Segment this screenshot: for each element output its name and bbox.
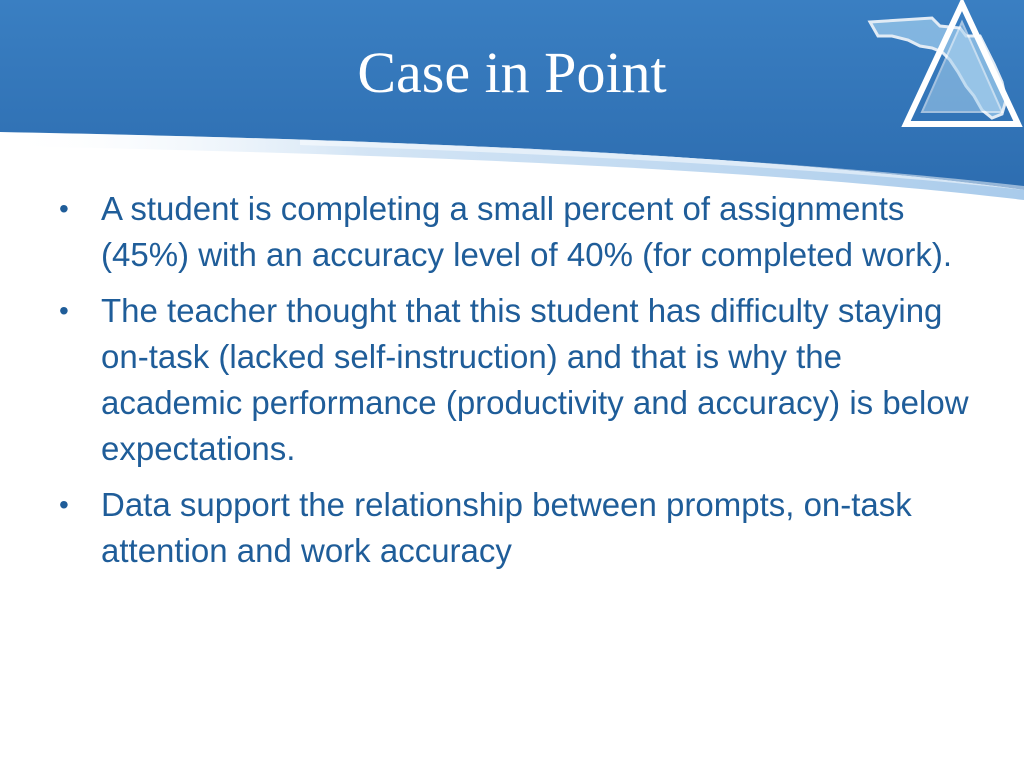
bullet-text: Data support the relationship between prompts, on-task attention and work accuracy [101,486,912,569]
list-item [55,482,985,574]
florida-triangle-logo-icon [862,0,1024,140]
bullet-text: The teacher thought that this student has difficulty staying on-task (lacked self-instruction) and that is why the academic performance (productivity and accuracy) is below expectations. [101,292,969,467]
slide-title: Case in Point [357,40,667,105]
bullet-marker: • [59,295,69,326]
list-item [55,186,985,278]
bullet-marker: • [59,193,69,224]
bullet-marker: • [59,489,69,520]
bullet-text: A student is completing a small percent of assignments (45%) with an accuracy level of 40% (for completed work). [101,190,953,273]
bullet-list [55,186,985,584]
list-item [55,288,985,472]
